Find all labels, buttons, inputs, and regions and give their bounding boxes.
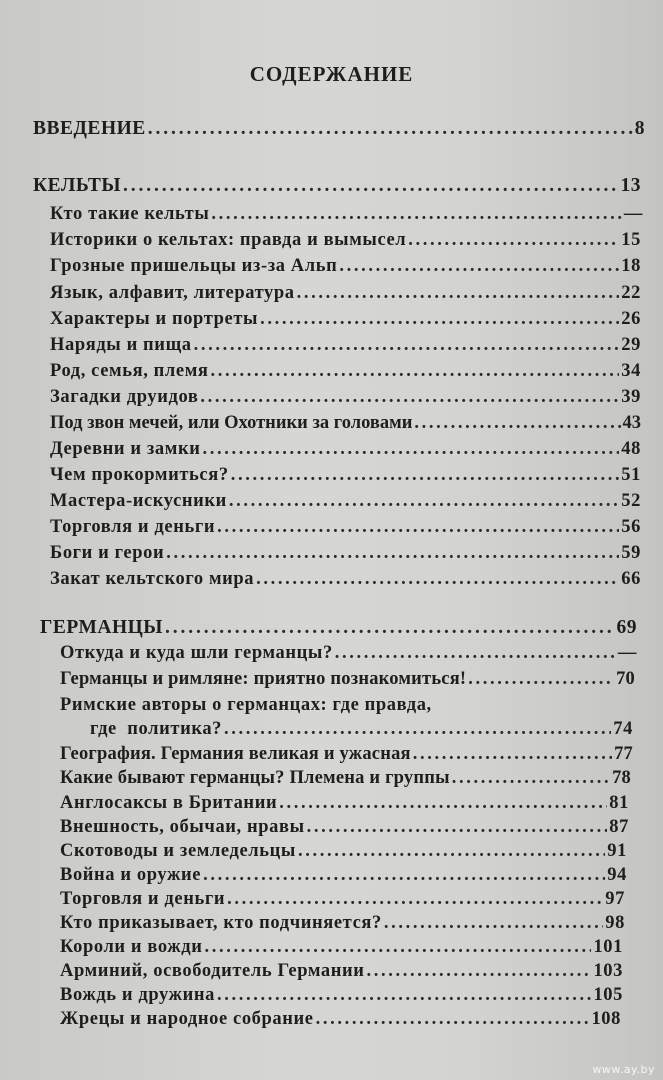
toc-entry [60, 668, 635, 690]
toc-entry [50, 464, 641, 486]
toc-page-number: 91 [607, 841, 627, 861]
toc-page-number: 26 [621, 309, 641, 329]
toc-entry [60, 816, 629, 838]
toc-page-number: 81 [609, 793, 629, 813]
dot-leader [384, 912, 603, 934]
dot-leader [339, 255, 619, 277]
dot-leader [408, 229, 619, 251]
toc-entry [50, 360, 641, 382]
toc-section-label: КЕЛЬТЫ [33, 175, 121, 196]
dot-leader [194, 334, 620, 356]
toc-entry [50, 229, 641, 251]
toc-entry-label: Историки о кельтах: правда и вымысел [50, 230, 407, 250]
toc-page-number: 74 [613, 719, 633, 739]
toc-page-number: 77 [614, 744, 633, 764]
dot-leader [413, 743, 612, 765]
toc-page-number: 97 [605, 889, 625, 909]
toc-entry [50, 438, 641, 460]
toc-entry-label: Загадки друидов [50, 387, 199, 407]
dot-leader [307, 816, 608, 838]
dot-leader [166, 542, 619, 564]
dot-leader [217, 516, 619, 538]
toc-entry [60, 792, 629, 814]
toc-entry-label: Закат кельтского мира [50, 569, 255, 589]
toc-page-number: — [623, 204, 643, 224]
toc-entry-label: Вождь и дружина [60, 985, 215, 1005]
toc-page-number: — [617, 643, 637, 663]
toc-entry [60, 743, 633, 765]
toc-entry-label: Римские авторы о германцах: где правда, [60, 695, 432, 715]
toc-page-number: 22 [621, 283, 641, 303]
toc-entry [50, 386, 641, 408]
dot-leader [256, 568, 619, 590]
toc-entry [60, 642, 637, 664]
dot-leader [203, 864, 605, 886]
dot-leader [231, 464, 620, 486]
toc-entry-label: Наряды и пища [50, 335, 192, 355]
toc-entry-label-continued: где политика? [90, 719, 223, 739]
toc-entry-label: Война и оружие [60, 865, 202, 885]
toc-entry [60, 960, 623, 982]
toc-page-number: 56 [621, 517, 641, 537]
toc-section-celts [33, 175, 641, 197]
toc-entry-label: Кто такие кельты [50, 204, 210, 224]
toc-entry [50, 334, 641, 356]
watermark: www.ay.by [592, 1063, 655, 1076]
toc-entry-label: Язык, алфавит, литература [50, 283, 295, 303]
toc-entry [60, 936, 623, 958]
toc-section-introduction [33, 118, 645, 140]
dot-leader [316, 1008, 590, 1030]
toc-entry [60, 1008, 621, 1030]
toc-page-number: 105 [593, 985, 623, 1005]
toc-entry [60, 767, 631, 789]
toc-entry-label: Внешность, обычаи, нравы [60, 817, 305, 837]
toc-entry-label: Грозные пришельцы из-за Альп [50, 256, 338, 276]
dot-leader [260, 308, 619, 330]
dot-leader [203, 438, 620, 460]
toc-entry [50, 203, 643, 225]
dot-leader [452, 767, 610, 789]
dot-leader [227, 888, 603, 910]
toc-entry [50, 490, 641, 512]
toc-entry-label: Чем прокормиться? [50, 465, 229, 485]
toc-page-number: 87 [609, 817, 629, 837]
toc-page-number: 34 [621, 361, 641, 381]
toc-section-germans [40, 617, 637, 639]
toc-entry [50, 568, 641, 590]
dot-leader [367, 960, 592, 982]
toc-section-label: ВВЕДЕНИЕ [33, 118, 146, 139]
toc-entry-label: Скотоводы и земледельцы [60, 841, 296, 861]
dot-leader [279, 792, 607, 814]
dot-leader [297, 282, 620, 304]
toc-page-number: 52 [621, 491, 641, 511]
toc-page-number: 98 [605, 913, 625, 933]
toc-entry-label: Род, семья, племя [50, 361, 209, 381]
dot-leader [335, 642, 616, 664]
toc-entry [60, 840, 627, 862]
toc-entry-label: Англосаксы в Британии [60, 793, 278, 813]
toc-page-number: 70 [616, 669, 635, 689]
toc-entry-label: Короли и вожди [60, 937, 203, 957]
dot-leader [211, 360, 620, 382]
toc-entry [50, 255, 641, 277]
dot-leader [200, 386, 619, 408]
toc-page-number: 78 [612, 768, 631, 788]
dot-leader [165, 617, 615, 639]
toc-entry [50, 282, 641, 304]
toc-entry [60, 984, 623, 1006]
toc-page-number: 108 [591, 1009, 621, 1029]
toc-entry-label: Характеры и портреты [50, 309, 259, 329]
toc-entry [60, 864, 627, 886]
toc-entry-label: Торговля и деньги [50, 517, 216, 537]
toc-entry [60, 888, 625, 910]
toc-entry-label: Под звон мечей, или Охотники за головами [50, 413, 413, 433]
toc-entry-label: География. Германия великая и ужасная [60, 744, 411, 764]
dot-leader [224, 718, 611, 740]
dot-leader [229, 490, 619, 512]
toc-page-number: 59 [621, 543, 641, 563]
toc-page-number: 66 [621, 569, 641, 589]
toc-entry [50, 308, 641, 330]
toc-page-number: 101 [593, 937, 623, 957]
toc-title: СОДЕРЖАНИЕ [249, 62, 414, 86]
toc-section-label: ГЕРМАНЦЫ [40, 617, 163, 638]
dot-leader [204, 936, 591, 958]
toc-entry-label: Жрецы и народное собрание [60, 1009, 314, 1029]
toc-page-number: 43 [622, 413, 641, 433]
dot-leader [414, 412, 620, 434]
toc-page-number: 18 [621, 256, 641, 276]
toc-page-number: 69 [616, 617, 637, 638]
toc-page-number: 94 [607, 865, 627, 885]
dot-leader [217, 984, 591, 1006]
toc-page-number: 48 [621, 439, 641, 459]
toc-entry-label: Торговля и деньги [60, 889, 226, 909]
toc-entry-label: Какие бывают германцы? Племена и группы [60, 768, 450, 788]
dot-leader [211, 203, 622, 225]
toc-entry [50, 516, 641, 538]
toc-entry-label: Германцы и римляне: приятно познакомиться! [60, 669, 467, 689]
toc-page-number: 8 [634, 118, 645, 139]
toc-entry-label: Кто приказывает, кто подчиняется? [60, 913, 382, 933]
dot-leader [468, 668, 614, 690]
toc-page-number: 13 [620, 175, 641, 196]
toc-page-number: 29 [621, 335, 641, 355]
toc-page-number: 51 [621, 465, 641, 485]
toc-entry-label: Откуда и куда шли германцы? [60, 643, 333, 663]
toc-page-number: 103 [593, 961, 623, 981]
toc-page-number: 15 [621, 230, 641, 250]
toc-entry-label: Арминий, освободитель Германии [60, 961, 365, 981]
toc-entry [50, 412, 641, 434]
dot-leader [148, 118, 633, 140]
toc-entry [60, 912, 625, 934]
toc-entry-label: Деревни и замки [50, 439, 201, 459]
toc-page-number: 39 [621, 387, 641, 407]
toc-entry [90, 718, 633, 740]
toc-entry [50, 542, 641, 564]
dot-leader [123, 175, 619, 197]
toc-entry-label: Мастера-искусники [50, 491, 227, 511]
toc-entry-label: Боги и герои [50, 543, 165, 563]
dot-leader [298, 840, 605, 862]
